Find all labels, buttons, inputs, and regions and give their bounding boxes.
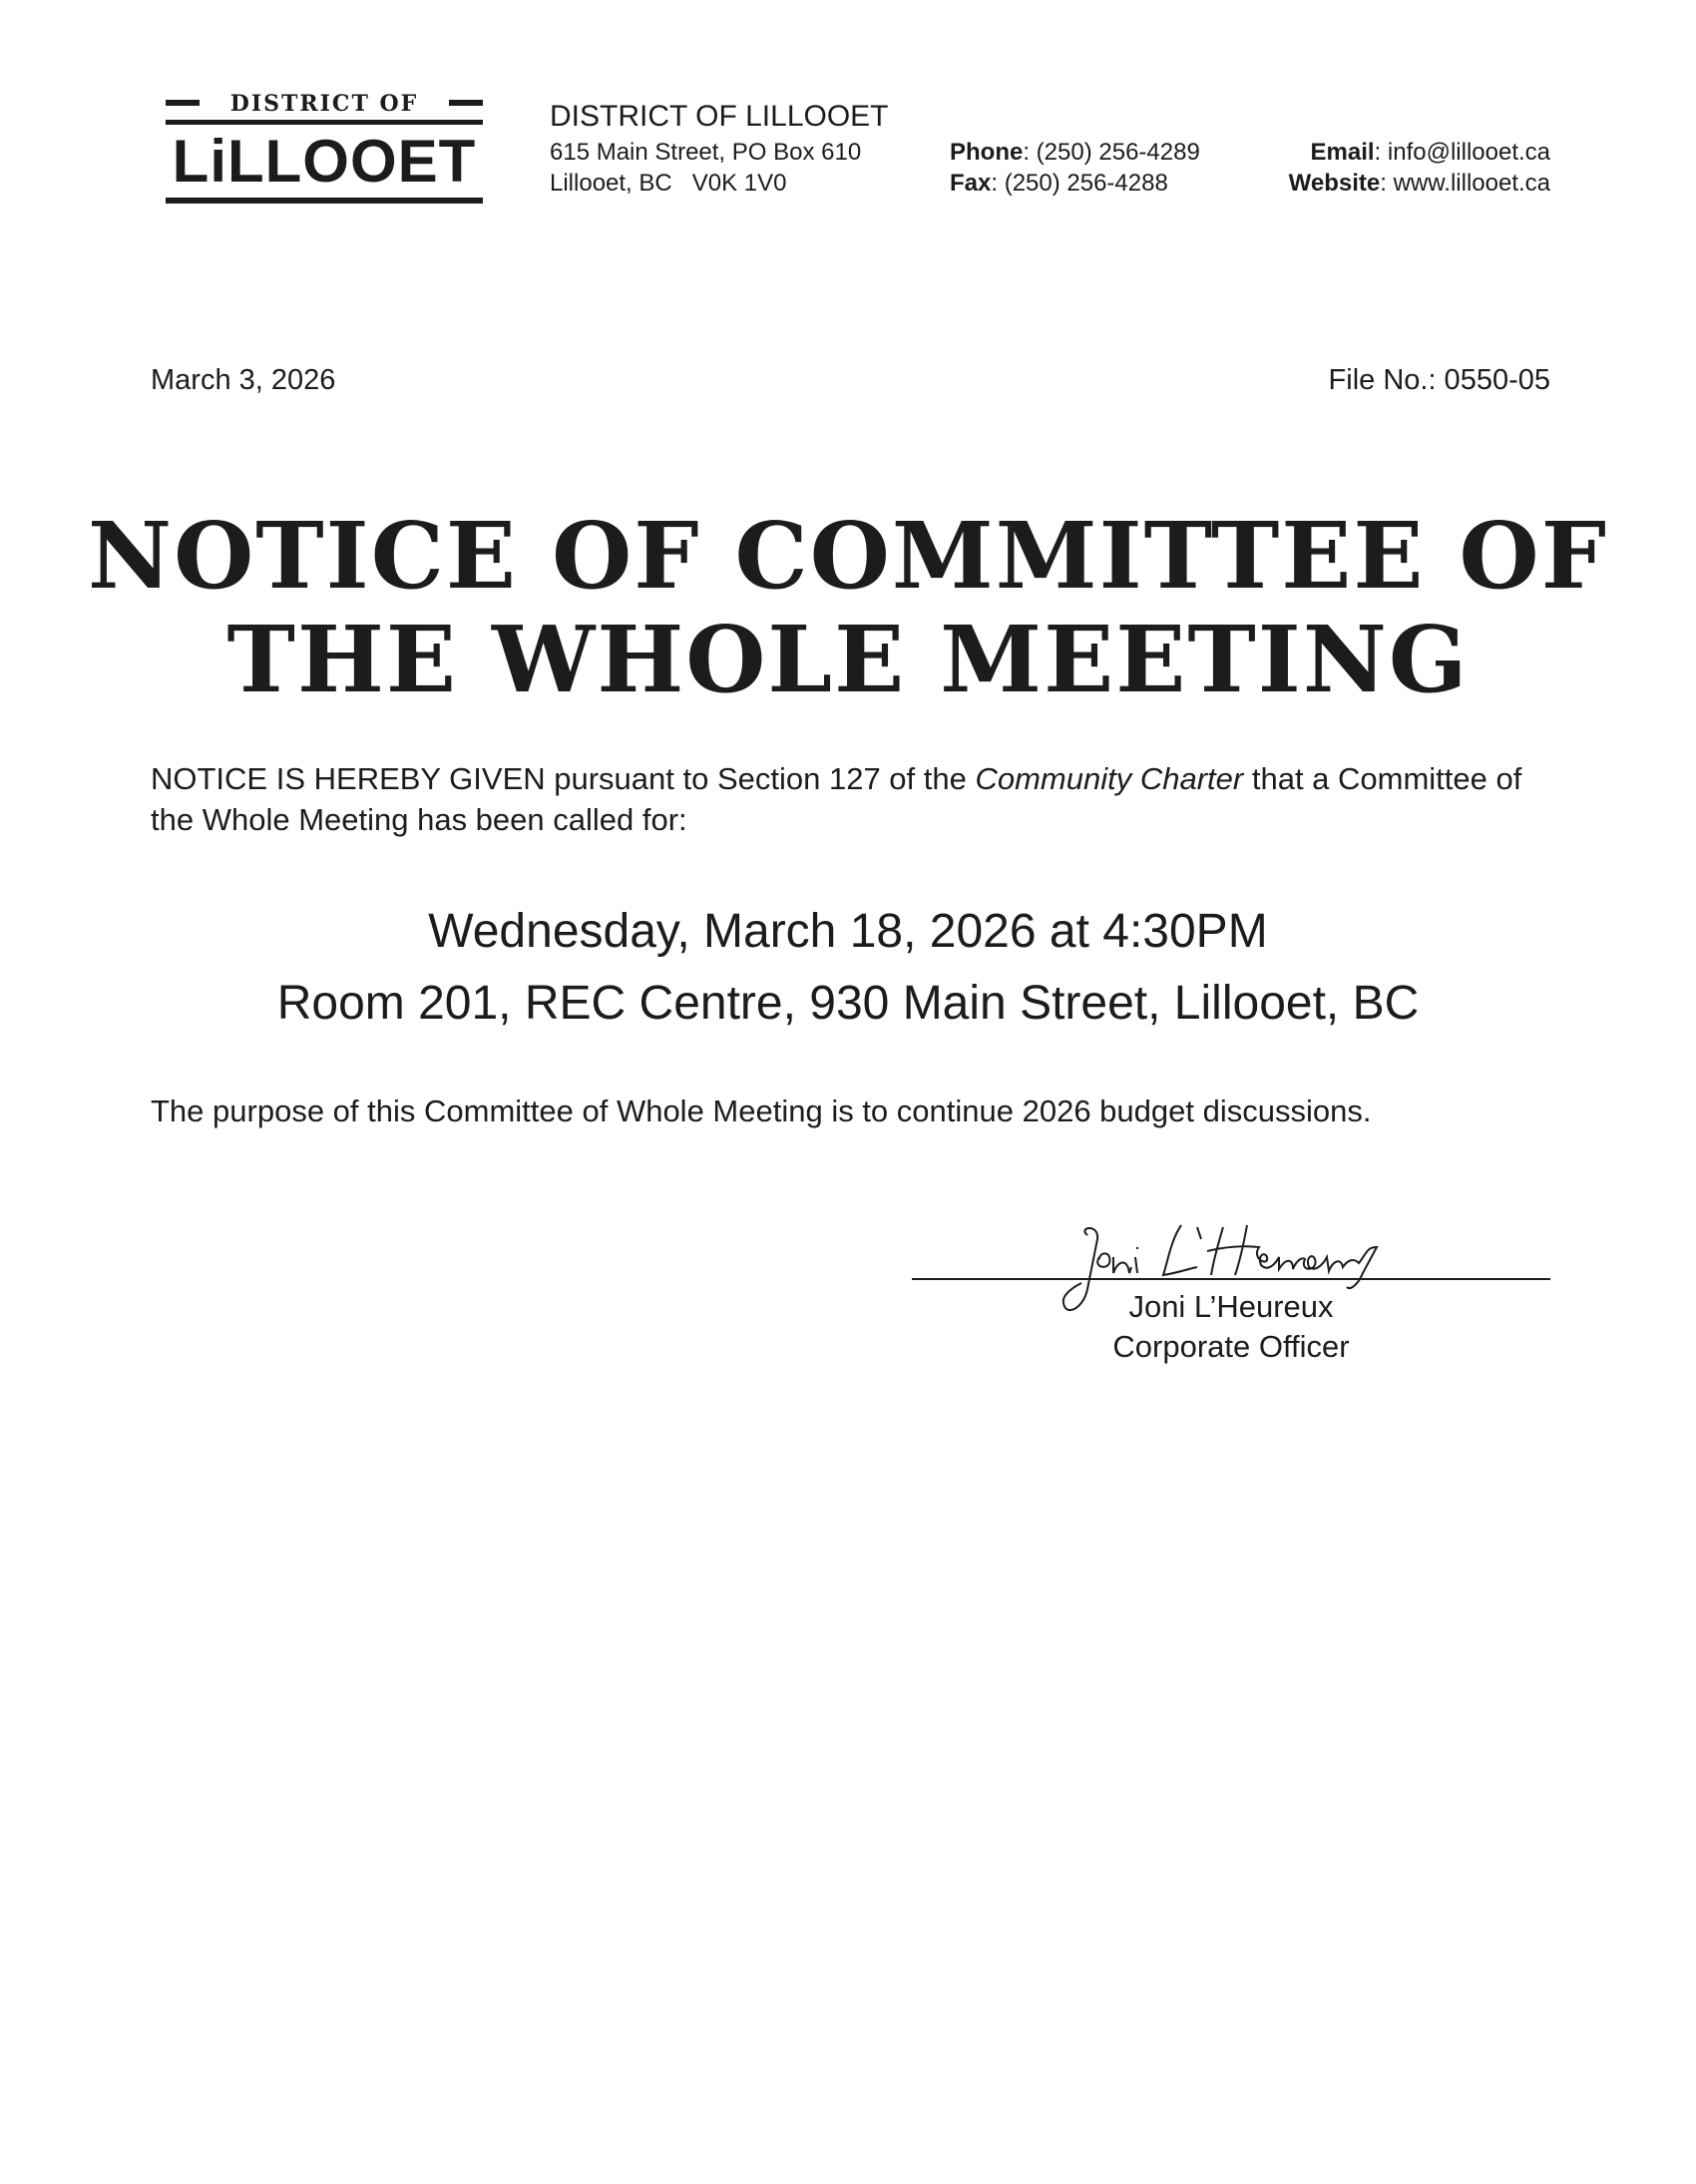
website-line	[1289, 168, 1550, 199]
fax-value: : (250) 256-4288	[991, 170, 1168, 197]
logo-rule-bottom	[166, 198, 483, 204]
meeting-details	[0, 896, 1696, 1040]
address-line-2: Lillooet, BC V0K 1V0	[550, 170, 787, 197]
intro-paragraph	[151, 758, 1551, 840]
phone-value: : (250) 256-4289	[1023, 139, 1200, 166]
page-title	[0, 504, 1696, 711]
phone-line	[950, 137, 1200, 168]
address-line-1: 615 Main Street, PO Box 610	[550, 139, 862, 166]
logo-rule-middle	[166, 120, 483, 125]
meeting-datetime: Wednesday, March 18, 2026 at 4:30PM	[428, 905, 1268, 958]
notice-date: March 3, 2026	[151, 364, 336, 396]
website-value[interactable]: : www.lillooet.ca	[1380, 170, 1550, 197]
email-line	[1289, 137, 1550, 168]
email-value[interactable]: : info@lillooet.ca	[1374, 139, 1550, 166]
district-logo	[166, 92, 483, 210]
org-address	[550, 137, 861, 199]
email-label: Email	[1310, 139, 1375, 166]
logo-text-lillooet: LiLLOOET	[172, 128, 477, 195]
intro-text-charter: Community Charter	[975, 761, 1244, 796]
signatory-name: Joni L’Heureux	[1128, 1289, 1334, 1324]
fax-line	[950, 168, 1200, 199]
file-number: File No.: 0550-05	[1328, 364, 1550, 396]
fax-label: Fax	[950, 170, 992, 197]
intro-text-end: that a Committee of the Whole Meeting has been called for:	[151, 761, 1522, 837]
signatory-title: Corporate Officer	[1112, 1329, 1350, 1364]
website-label: Website	[1288, 170, 1381, 197]
meeting-location: Room 201, REC Centre, 930 Main Street, Lillooet, BC	[276, 977, 1420, 1030]
title-line-2: THE WHOLE MEETING	[226, 606, 1470, 713]
email-website-block	[1289, 137, 1550, 199]
purpose-paragraph: The purpose of this Committee of Whole Meeting is to continue 2026 budget discussions.	[151, 1093, 1372, 1128]
logo-text-district-of: DISTRICT OF	[229, 91, 419, 117]
title-line-1: NOTICE OF COMMITTEE OF	[87, 502, 1609, 610]
phone-label: Phone	[950, 139, 1024, 166]
org-name: DISTRICT OF LILLOOET	[550, 100, 889, 133]
phone-fax-block	[950, 137, 1200, 199]
intro-text-start: NOTICE IS HEREBY GIVEN pursuant to Section 127 of the	[151, 761, 976, 796]
